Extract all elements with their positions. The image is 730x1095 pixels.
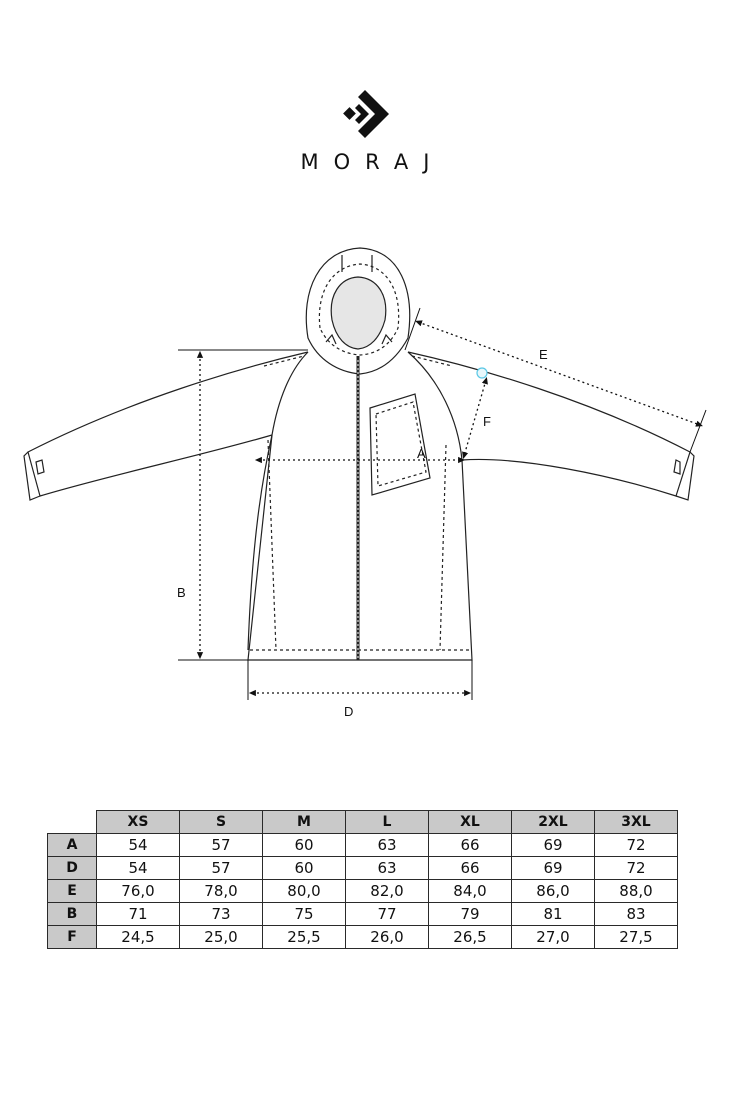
table-cell: 86,0 [512, 880, 595, 903]
table-cell: 76,0 [97, 880, 180, 903]
table-cell: 57 [180, 834, 263, 857]
row-header: F [48, 926, 97, 949]
measurements [178, 308, 706, 700]
table-cell: 26,0 [346, 926, 429, 949]
table-cell: 63 [346, 857, 429, 880]
row-header: B [48, 903, 97, 926]
table-cell: 26,5 [429, 926, 512, 949]
table-cell: 24,5 [97, 926, 180, 949]
label-f: F [483, 414, 491, 429]
table-cell: 84,0 [429, 880, 512, 903]
table-cell: 77 [346, 903, 429, 926]
size-chart-table [47, 810, 678, 949]
table-cell: 71 [97, 903, 180, 926]
measure-line-e [418, 322, 700, 425]
table-cell: 54 [97, 857, 180, 880]
table-cell: 72 [595, 834, 678, 857]
table-cell: 25,5 [263, 926, 346, 949]
table-row [48, 834, 678, 857]
shoulder-point-marker [477, 368, 487, 378]
table-row [48, 880, 678, 903]
table-cell: 54 [97, 834, 180, 857]
size-header: M [263, 811, 346, 834]
table-cell: 66 [429, 834, 512, 857]
table-cell: 83 [595, 903, 678, 926]
table-cell: 66 [429, 857, 512, 880]
table-cell: 88,0 [595, 880, 678, 903]
table-cell: 60 [263, 834, 346, 857]
size-header: L [346, 811, 429, 834]
row-header: D [48, 857, 97, 880]
table-cell: 25,0 [180, 926, 263, 949]
table-cell: 79 [429, 903, 512, 926]
table-cell: 69 [512, 834, 595, 857]
table-cell: 73 [180, 903, 263, 926]
table-cell: 60 [263, 857, 346, 880]
size-header: 2XL [512, 811, 595, 834]
size-header: XS [97, 811, 180, 834]
brand-name: MORAJ [300, 150, 445, 174]
row-header: E [48, 880, 97, 903]
table-row [48, 903, 678, 926]
table-cell: 78,0 [180, 880, 263, 903]
jacket-body [248, 352, 472, 660]
left-sleeve [24, 352, 308, 500]
right-sleeve [408, 352, 694, 500]
hood [306, 248, 409, 374]
table-row [48, 857, 678, 880]
table-cell: 82,0 [346, 880, 429, 903]
table-cell: 81 [512, 903, 595, 926]
label-b: B [177, 585, 186, 600]
table-row [48, 926, 678, 949]
table-cell: 69 [512, 857, 595, 880]
label-e: E [539, 347, 548, 362]
table-corner [48, 811, 97, 834]
label-d: D [344, 704, 354, 719]
table-cell: 72 [595, 857, 678, 880]
size-header-row [48, 811, 678, 834]
table-cell: 63 [346, 834, 429, 857]
row-header: A [48, 834, 97, 857]
table-cell: 27,0 [512, 926, 595, 949]
brand-logo-icon [343, 90, 391, 138]
jacket-diagram [0, 220, 730, 730]
size-header: S [180, 811, 263, 834]
label-a: A [417, 446, 426, 461]
table-cell: 75 [263, 903, 346, 926]
size-header: 3XL [595, 811, 678, 834]
size-header: XL [429, 811, 512, 834]
table-cell: 57 [180, 857, 263, 880]
table-cell: 27,5 [595, 926, 678, 949]
table-cell: 80,0 [263, 880, 346, 903]
hood-opening [331, 277, 386, 349]
